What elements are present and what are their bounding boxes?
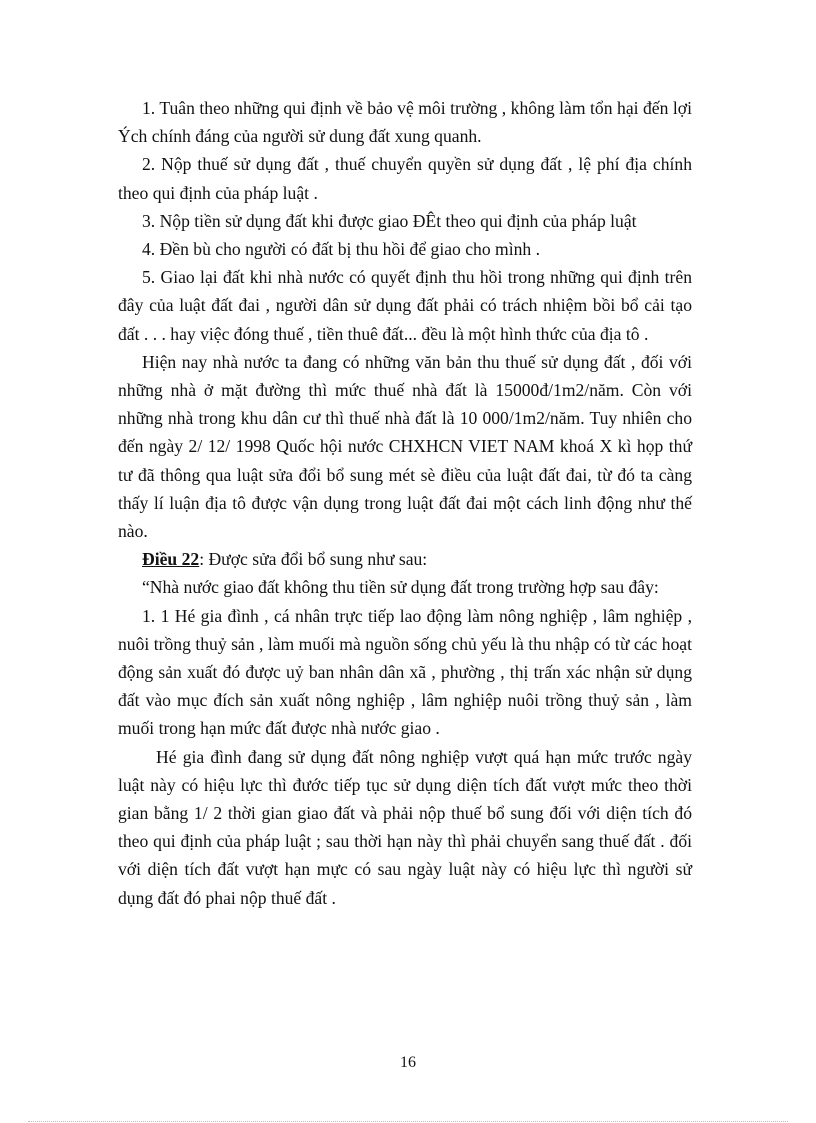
paragraph-item-4: 4. Đền bù cho người có đất bị thu hồi để giao cho mình . xyxy=(142,239,541,260)
paragraph-land-tax: Hiện nay nhà nước ta đang có những văn bản thu thuế sử dụng đất , đối với những nhà ở mặt đường thì mức thuế nhà đất là 15000đ/1m2/năm. Còn với những nhà trong khu dân cư thì thuế nhà đất là 10 000/1m2/năm. Tuy nhiên cho đến ngày 2/ 12/ 1998 Quốc hội nước CHXHCN VIET NAM khoá X kì họp thứ tư đã thông qua luật sửa đổi bổ sung mét sè điều của luật đất đai, từ đó ta càng thấy lí luận địa tô được vận dụng trong luật đất đai một cách linh động như thế nào. xyxy=(118,351,692,542)
article-heading-text: : Được sửa đổi bổ sung như sau: xyxy=(199,549,428,570)
article-heading xyxy=(118,545,692,573)
paragraph-item-1: 1. Tuân theo những qui định về bảo vệ môi trường , không làm tổn hại đến lợi Ých chính đáng của người sử dung đất xung quanh. xyxy=(118,98,692,147)
page-number: 16 xyxy=(400,1054,416,1071)
paragraph-quote-intro: “Nhà nước giao đất không thu tiền sử dụng đất trong trường hợp sau đây: xyxy=(142,577,659,598)
paragraph-excess-land: Hé gia đình đang sử dụng đất nông nghiệp vượt quá hạn mức trước ngày luật này có hiệu lực thì đước tiếp tục sử dụng diện tích đất vượt mức theo thời gian bằng 1/ 2 thời gian giao đất và phải nộp thuế bổ sung đối với diện tích đó theo qui định của pháp luật ; sau thời hạn này thì phải chuyển sang thuế đất . đối với diện tích đất vượt hạn mực có sau ngày luật này có hiệu lực thì người sử dụng đất đó phai nộp thuế đất . xyxy=(118,746,692,908)
paragraph-item-2: 2. Nộp thuế sử dụng đất , thuế chuyển quyền sử dụng đất , lệ phí địa chính theo qui định của pháp luật . xyxy=(118,154,692,203)
paragraph-clause-1-1: 1. 1 Hé gia đình , cá nhân trực tiếp lao động làm nông nghiệp , lâm nghiệp , nuôi trồng thuỷ sản , làm muối mà nguồn sống chủ yếu là thu nhập có từ các hoạt động sản xuất đó được uỷ ban nhân dân xã , phường , thị trấn xác nhận sử dụng đất vào mục đích sản xuất nông nghiệp , lâm nghiệp nuôi trồng thuỷ sản , làm muối trong hạn mức đất được nhà nước giao . xyxy=(118,605,692,739)
paragraph-item-5: 5. Giao lại đất khi nhà nước có quyết định thu hồi trong những qui định trên đây của luật đất đai , người dân sử dụng đất phải có trách nhiệm bồi bổ cải tạo đất . . . hay việc đóng thuế , tiền thuê đất... đều là một hình thức của địa tô . xyxy=(118,267,692,344)
page-bottom-divider xyxy=(28,1121,788,1122)
paragraph-item-3: 3. Nộp tiền sử dụng đất khi được giao ĐÊt theo qui định của pháp luật xyxy=(142,210,637,231)
article-label: Điều 22 xyxy=(142,549,200,570)
page-body xyxy=(118,94,692,912)
